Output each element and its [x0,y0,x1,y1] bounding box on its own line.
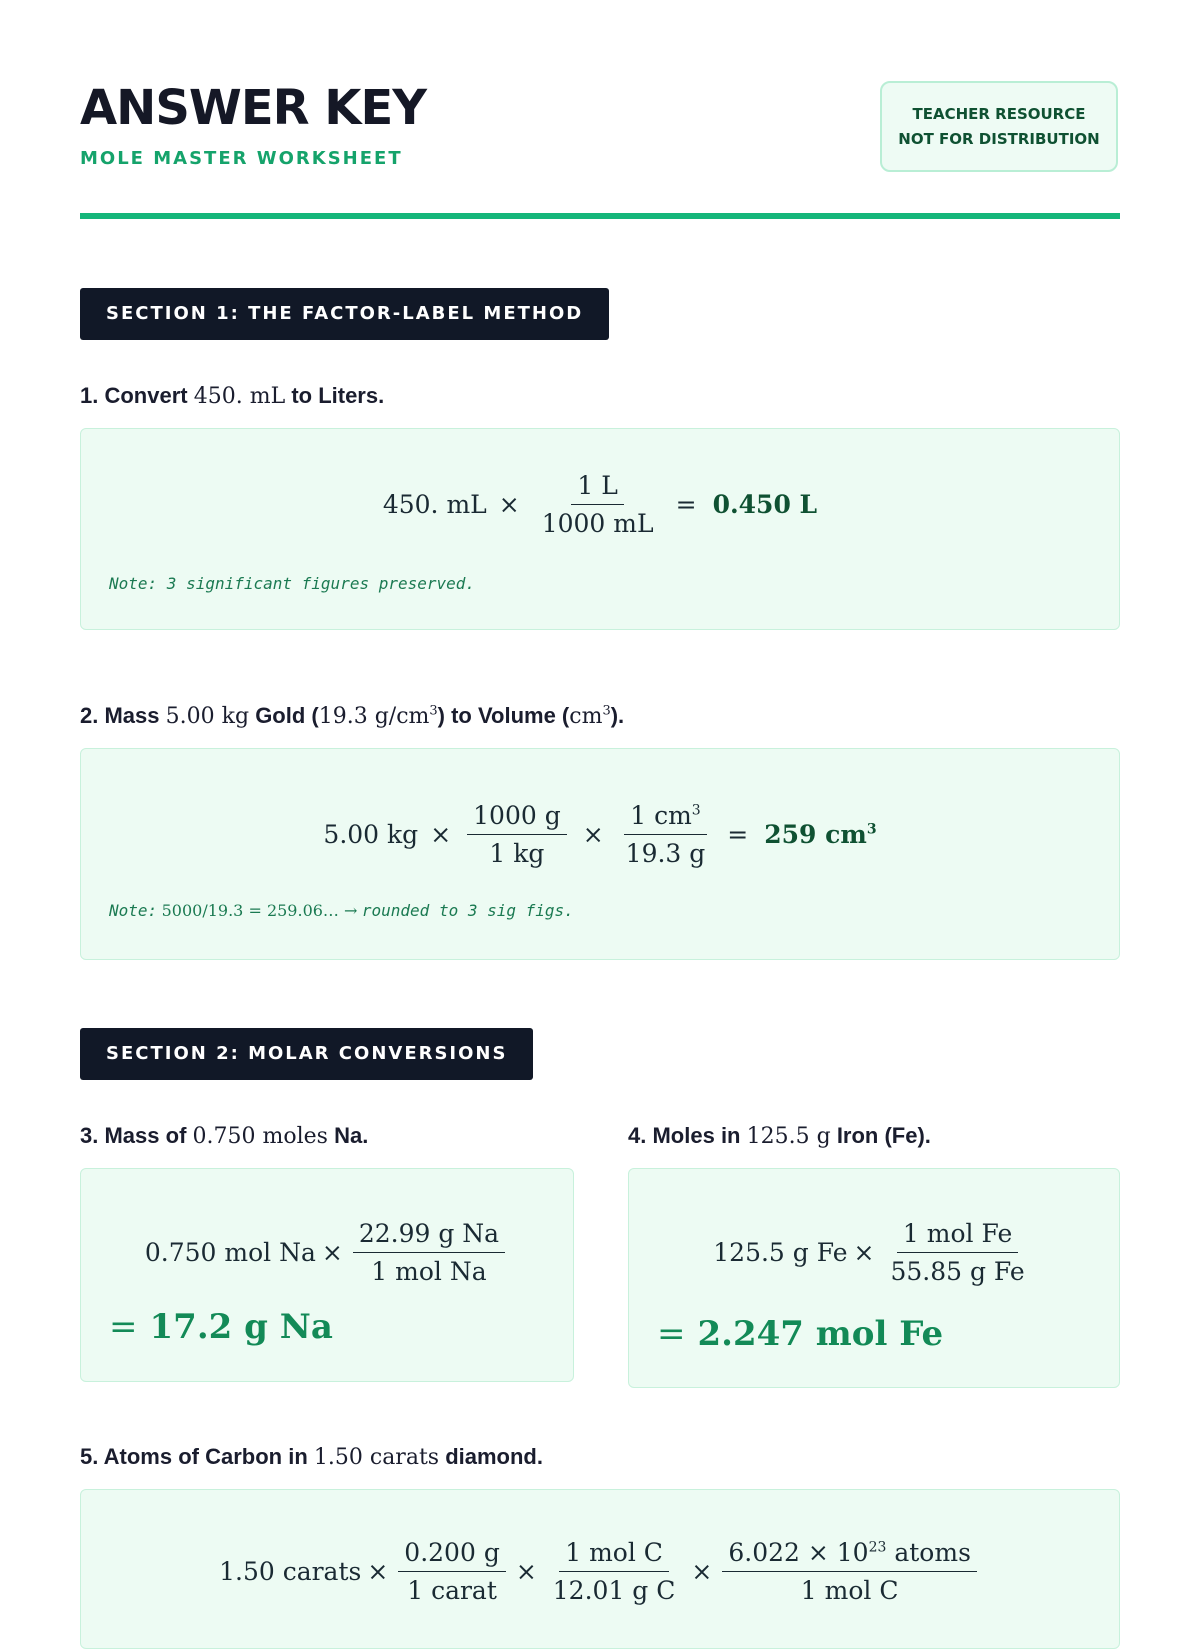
question-text: Mass [104,703,160,728]
section-2-label: SECTION 2: MOLAR CONVERSIONS [80,1028,533,1080]
conversion-factor [353,1219,505,1286]
equals-sign: = [109,1307,138,1347]
factor-numerator: 0.200 g [398,1538,506,1572]
question-number: 5. [80,1444,99,1469]
page-subtitle: MOLE MASTER WORKSHEET [80,148,403,169]
question-3-title [80,1123,368,1149]
conversion-factor [536,471,660,538]
badge-line-2: NOT FOR DISTRIBUTION [898,129,1100,148]
factor-numerator: 1 mol C [559,1538,669,1572]
conversion-factor [620,801,712,868]
start-quantity: 0.750 mol Na [144,1238,316,1267]
question-number: 3. [80,1123,99,1148]
equation-5 [81,1538,1119,1605]
question-text: Na. [334,1123,369,1148]
factor-numerator-unit: atoms [894,1538,971,1567]
question-2-title [80,703,624,729]
conversion-factor [884,1219,1030,1286]
factor-denominator: 1000 mL [541,509,654,538]
factor-numerator: 22.99 g Na [353,1219,505,1253]
times-sign: × [691,1557,713,1586]
conversion-factor [547,1538,682,1605]
factor-numerator: 1 L [571,471,623,505]
question-text: Moles in [652,1123,741,1148]
header-divider [80,213,1120,219]
conversion-factor [398,1538,506,1605]
question-density: 19.3 g/cm [318,704,430,729]
answer-box-5 [80,1489,1120,1649]
note-text: rounded to 3 sig figs. [361,901,574,920]
question-text: Convert [104,383,188,408]
exponent: 3 [691,802,701,819]
times-sign: × [853,1238,875,1267]
answer-box-4 [628,1168,1120,1388]
question-quantity: 5.00 kg [165,704,250,729]
equals-sign: = [657,1314,686,1354]
factor-numerator-text: 1 cm [630,801,692,830]
times-sign: × [430,820,452,849]
factor-numerator [722,1538,977,1572]
question-quantity: 450. mL [193,384,286,409]
times-sign: × [582,820,604,849]
question-text: ) to Volume ( [437,703,570,728]
times-sign: × [321,1238,343,1267]
factor-denominator: 12.01 g C [552,1576,676,1605]
question-text: Mass of [104,1123,187,1148]
question-text: diamond. [445,1444,543,1469]
conversion-factor [467,801,567,868]
answer-result-text: 259 cm [764,820,867,849]
answer-box-1 [80,428,1120,630]
start-quantity: 450. mL [382,490,487,519]
question-number: 1. [80,383,99,408]
equals-sign: = [675,490,697,519]
exponent: 23 [868,1539,887,1556]
answer-result-text: 17.2 g Na [149,1307,333,1347]
factor-denominator: 55.85 g Fe [890,1257,1025,1286]
question-number: 2. [80,703,99,728]
answer-result [109,1307,333,1347]
start-quantity: 125.5 g Fe [713,1238,848,1267]
equation-3 [81,1219,573,1286]
teacher-resource-badge [880,81,1118,172]
answer-result [657,1314,943,1354]
equation-4 [629,1219,1119,1286]
question-quantity: 125.5 g [746,1124,831,1149]
times-sign: × [515,1557,537,1586]
answer-note: Note: 3 significant figures preserved. [109,574,476,593]
question-text: to Liters. [291,383,385,408]
question-quantity: 1.50 carats [313,1445,440,1470]
question-text: ). [610,703,625,728]
exponent: 3 [602,703,611,719]
note-label: Note: [109,901,158,920]
exponent: 3 [866,821,877,838]
equals-sign: = [727,820,749,849]
conversion-factor [722,1538,977,1605]
answer-result: 0.450 L [712,490,818,519]
question-number: 4. [628,1123,647,1148]
times-sign: × [498,490,520,519]
exponent: 3 [429,703,438,719]
question-unit: cm [569,704,603,729]
start-quantity: 1.50 carats [219,1557,362,1586]
question-text: Iron (Fe). [836,1123,931,1148]
factor-numerator-text: 6.022 × 10 [728,1538,869,1567]
badge-line-1: TEACHER RESOURCE [912,104,1086,123]
answer-result [764,820,876,849]
answer-box-3 [80,1168,574,1382]
times-sign: × [367,1557,389,1586]
page-title: ANSWER KEY [80,80,427,136]
note-math: 5000/19.3 = 259.06… → [161,901,358,920]
answer-note [109,901,574,921]
question-text: Atoms of Carbon in [103,1444,308,1469]
start-quantity: 5.00 kg [323,820,419,849]
factor-numerator: 1 mol Fe [897,1219,1018,1253]
factor-denominator: 19.3 g [625,839,706,868]
factor-denominator: 1 mol Na [371,1257,487,1286]
factor-denominator: 1 kg [489,839,545,868]
question-5-title [80,1444,543,1470]
section-1-label: SECTION 1: THE FACTOR-LABEL METHOD [80,288,609,340]
factor-numerator: 1000 g [467,801,567,835]
factor-denominator: 1 mol C [800,1576,899,1605]
answer-box-2 [80,748,1120,960]
equation-2 [81,801,1119,868]
question-4-title [628,1123,931,1149]
answer-result-text: 2.247 mol Fe [697,1314,944,1354]
question-text: Gold ( [255,703,319,728]
question-1-title [80,383,384,409]
factor-denominator: 1 carat [407,1576,497,1605]
equation-1 [81,471,1119,538]
factor-numerator [624,801,706,835]
question-quantity: 0.750 moles [192,1124,328,1149]
